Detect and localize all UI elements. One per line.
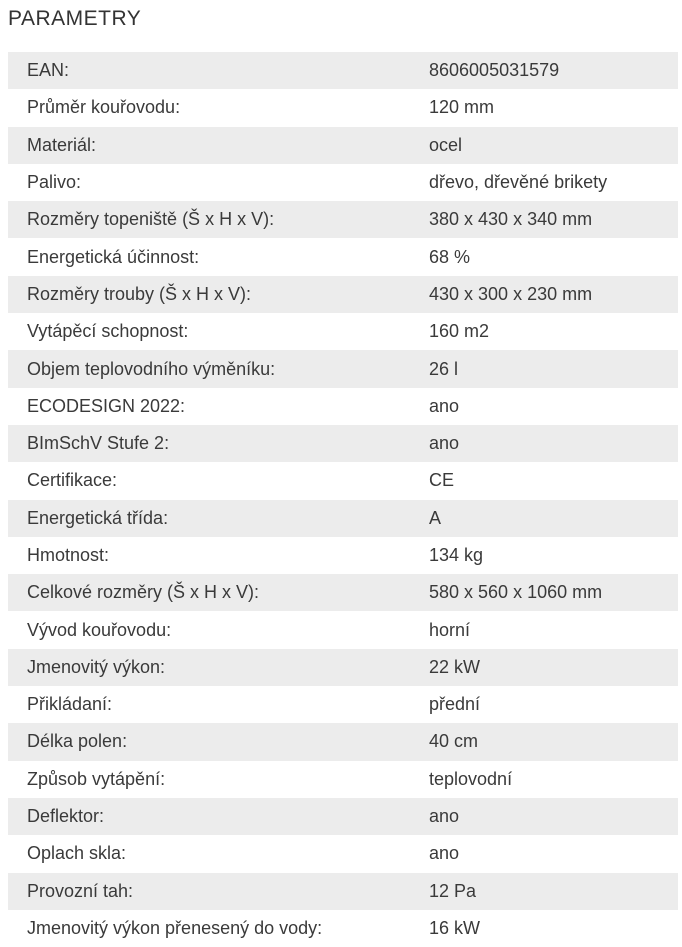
parameter-row bbox=[8, 89, 678, 126]
parameter-row bbox=[8, 52, 678, 89]
parameter-value: 22 kW bbox=[429, 656, 481, 677]
parameter-label: Objem teplovodního výměníku: bbox=[27, 358, 276, 379]
parameter-label: Průměr kouřovodu: bbox=[27, 97, 181, 118]
parameter-label: Celkové rozměry (Š x H x V): bbox=[27, 582, 260, 603]
parameter-label: ECODESIGN 2022: bbox=[27, 395, 186, 416]
parameter-row bbox=[8, 276, 678, 313]
parameter-row bbox=[8, 388, 678, 425]
parameter-row bbox=[8, 723, 678, 760]
parameter-label: Oplach skla: bbox=[27, 843, 127, 864]
parameter-label: Vytápěcí schopnost: bbox=[27, 321, 189, 342]
parameter-value: ano bbox=[429, 395, 460, 416]
parameter-value: přední bbox=[429, 694, 481, 715]
parameter-value: 8606005031579 bbox=[429, 60, 560, 81]
parameters-table-body bbox=[8, 52, 678, 947]
parameter-label: Jmenovitý výkon přenesený do vody: bbox=[27, 917, 323, 938]
parameter-row bbox=[8, 462, 678, 499]
parameter-value: 134 kg bbox=[429, 545, 484, 565]
parameter-row bbox=[8, 127, 678, 164]
parameter-label: Jmenovitý výkon: bbox=[27, 656, 166, 677]
parameter-row bbox=[8, 350, 678, 387]
parameter-label: Energetická třída: bbox=[27, 507, 169, 528]
parameter-value: dřevo, dřevěné brikety bbox=[429, 172, 608, 193]
parameter-row bbox=[8, 201, 678, 238]
parameter-value: CE bbox=[429, 470, 455, 491]
parameter-row bbox=[8, 910, 678, 947]
parameter-value: 40 cm bbox=[429, 731, 479, 752]
parameter-row bbox=[8, 164, 678, 201]
parameter-row bbox=[8, 425, 678, 462]
parameter-row bbox=[8, 649, 678, 686]
parameter-label: Způsob vytápění: bbox=[27, 768, 166, 789]
parameter-row bbox=[8, 798, 678, 835]
parameter-value: ano bbox=[429, 433, 460, 454]
parameter-label: Hmotnost: bbox=[27, 545, 110, 565]
parameter-value: ano bbox=[429, 806, 460, 827]
parameter-row bbox=[8, 537, 678, 574]
parameter-row bbox=[8, 761, 678, 798]
parameter-value: 68 % bbox=[429, 246, 471, 267]
parameter-value: 120 mm bbox=[429, 97, 495, 118]
parameter-label: Rozměry trouby (Š x H x V): bbox=[27, 283, 252, 304]
parameter-value: 380 x 430 x 340 mm bbox=[429, 209, 593, 230]
parameter-value: 580 x 560 x 1060 mm bbox=[429, 582, 603, 603]
parameter-label: Rozměry topeniště (Š x H x V): bbox=[27, 209, 275, 230]
parameter-value: 12 Pa bbox=[429, 880, 477, 901]
parameter-label: Délka polen: bbox=[27, 731, 128, 752]
parameter-label: Palivo: bbox=[27, 172, 82, 193]
parameter-label: BImSchV Stufe 2: bbox=[27, 433, 170, 454]
parameter-label: Deflektor: bbox=[27, 806, 105, 827]
parameter-label: EAN: bbox=[27, 60, 70, 81]
parameter-value: ocel bbox=[429, 134, 463, 155]
parameter-row bbox=[8, 873, 678, 910]
parameter-label: Přikládaní: bbox=[27, 694, 113, 715]
parameter-value: ano bbox=[429, 843, 460, 864]
parameter-row bbox=[8, 313, 678, 350]
parameters-table bbox=[8, 52, 678, 947]
parameter-label: Vývod kouřovodu: bbox=[27, 619, 172, 640]
parameter-label: Energetická účinnost: bbox=[27, 246, 200, 267]
parameter-label: Materiál: bbox=[27, 134, 97, 155]
parameter-value: horní bbox=[429, 619, 471, 640]
parameter-row bbox=[8, 500, 678, 537]
parameter-row bbox=[8, 835, 678, 872]
parameter-label: Certifikace: bbox=[27, 470, 118, 491]
parameter-value: teplovodní bbox=[429, 768, 513, 789]
parameter-value: A bbox=[429, 507, 442, 528]
parameter-value: 16 kW bbox=[429, 917, 481, 938]
parameter-row bbox=[8, 686, 678, 723]
parameter-value: 26 l bbox=[429, 358, 459, 379]
parameter-row bbox=[8, 238, 678, 275]
parameter-value: 160 m2 bbox=[429, 321, 490, 342]
section-title: PARAMETRY bbox=[8, 7, 142, 30]
parameter-row bbox=[8, 574, 678, 611]
parameter-row bbox=[8, 611, 678, 648]
parameter-value: 430 x 300 x 230 mm bbox=[429, 283, 593, 304]
parameter-label: Provozní tah: bbox=[27, 880, 134, 901]
